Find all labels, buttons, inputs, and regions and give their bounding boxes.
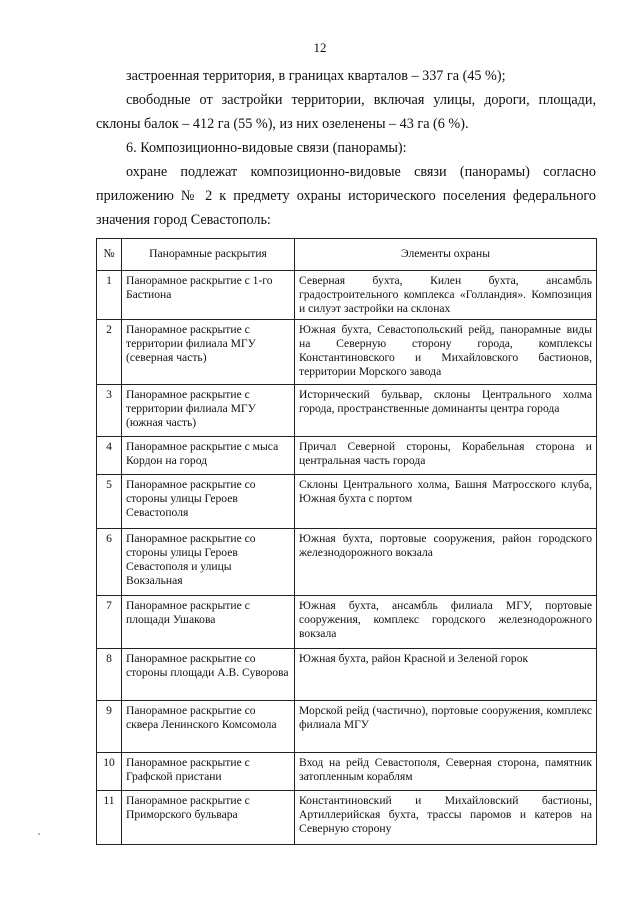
panorama-cell: Панорамное раскрытие со стороны площади А.В. Суворова <box>122 649 295 701</box>
paragraph-free-territory: свободные от застройки территории, включая улицы, дороги, площади, склоны балок – 412 га (55 %), из них озеленены – 43 га (6 %). <box>96 92 596 132</box>
panorama-cell: Панорамное раскрытие с мыса Кордон на город <box>122 437 295 475</box>
elements-cell: Южная бухта, ансамбль филиала МГУ, портовые сооружения, комплекс городского железнодорожного вокзала <box>295 596 597 649</box>
paragraph-protection-intro: охране подлежат композиционно-видовые связи (панорамы) согласно приложению № 2 к предмету охраны исторического поселения федерального значения город Севастополь: <box>96 164 596 228</box>
elements-cell: Вход на рейд Севастополя, Северная сторона, памятник затопленным кораблям <box>295 753 597 791</box>
table-row <box>97 271 597 320</box>
elements-cell: Исторический бульвар, склоны Центрального холма города, пространственные доминанты центра города <box>295 385 597 437</box>
elements-cell: Южная бухта, район Красной и Зеленой горок <box>295 649 597 701</box>
panorama-cell: Панорамное раскрытие со стороны улицы Героев Севастополя и улицы Вокзальная <box>122 529 295 596</box>
row-number: 5 <box>97 475 122 529</box>
row-number: 7 <box>97 596 122 649</box>
panorama-cell: Панорамное раскрытие с территории филиала МГУ (южная часть) <box>122 385 295 437</box>
elements-cell: Причал Северной стороны, Корабельная сторона и центральная часть города <box>295 437 597 475</box>
elements-cell: Склоны Центрального холма, Башня Матросского клуба, Южная бухта с портом <box>295 475 597 529</box>
table-row <box>97 791 597 845</box>
panorama-cell: Панорамное раскрытие с 1-го Бастиона <box>122 271 295 320</box>
section-heading-panoramas: 6. Композиционно-видовые связи (панорамы): <box>126 140 407 156</box>
table-header-row <box>97 239 597 271</box>
panorama-cell: Панорамное раскрытие со стороны улицы Героев Севастополя <box>122 475 295 529</box>
panorama-cell: Панорамное раскрытие с площади Ушакова <box>122 596 295 649</box>
panoramas-table <box>96 238 597 845</box>
row-number: 10 <box>97 753 122 791</box>
elements-cell: Южная бухта, портовые сооружения, район городского железнодорожного вокзала <box>295 529 597 596</box>
panorama-cell: Панорамное раскрытие со сквера Ленинского Комсомола <box>122 701 295 753</box>
table-row <box>97 385 597 437</box>
row-number: 8 <box>97 649 122 701</box>
header-panoramas: Панорамные раскрытия <box>122 239 295 271</box>
elements-cell: Константиновский и Михайловский бастионы, Артиллерийская бухта, трассы паромов и катеров на Северную сторону <box>295 791 597 845</box>
table-row <box>97 596 597 649</box>
table-row <box>97 437 597 475</box>
row-number: 9 <box>97 701 122 753</box>
header-number: № <box>97 239 122 271</box>
header-elements: Элементы охраны <box>295 239 597 271</box>
row-number: 6 <box>97 529 122 596</box>
scan-speck <box>38 833 40 835</box>
table-row <box>97 475 597 529</box>
row-number: 1 <box>97 271 122 320</box>
elements-cell: Морской рейд (частично), портовые сооружения, комплекс филиала МГУ <box>295 701 597 753</box>
row-number: 11 <box>97 791 122 845</box>
row-number: 3 <box>97 385 122 437</box>
elements-cell: Северная бухта, Килен бухта, ансамбль градостроительного комплекса «Голландия». Композиция и силуэт застройки на склонах <box>295 271 597 320</box>
table-row <box>97 701 597 753</box>
table-row <box>97 649 597 701</box>
row-number: 2 <box>97 320 122 385</box>
table-row <box>97 529 597 596</box>
panorama-cell: Панорамное раскрытие с Приморского бульвара <box>122 791 295 845</box>
row-number: 4 <box>97 437 122 475</box>
paragraph-built-territory: застроенная территория, в границах кварталов – 337 га (45 %); <box>126 68 506 84</box>
panorama-cell: Панорамное раскрытие с Графской пристани <box>122 753 295 791</box>
page-number: 12 <box>313 40 327 55</box>
panorama-cell: Панорамное раскрытие с территории филиала МГУ (северная часть) <box>122 320 295 385</box>
table-row <box>97 320 597 385</box>
table-row <box>97 753 597 791</box>
elements-cell: Южная бухта, Севастопольский рейд, панорамные виды на Северную сторону города, комплексы Константиновского и Михайловского бастионов, территории Морского завода <box>295 320 597 385</box>
